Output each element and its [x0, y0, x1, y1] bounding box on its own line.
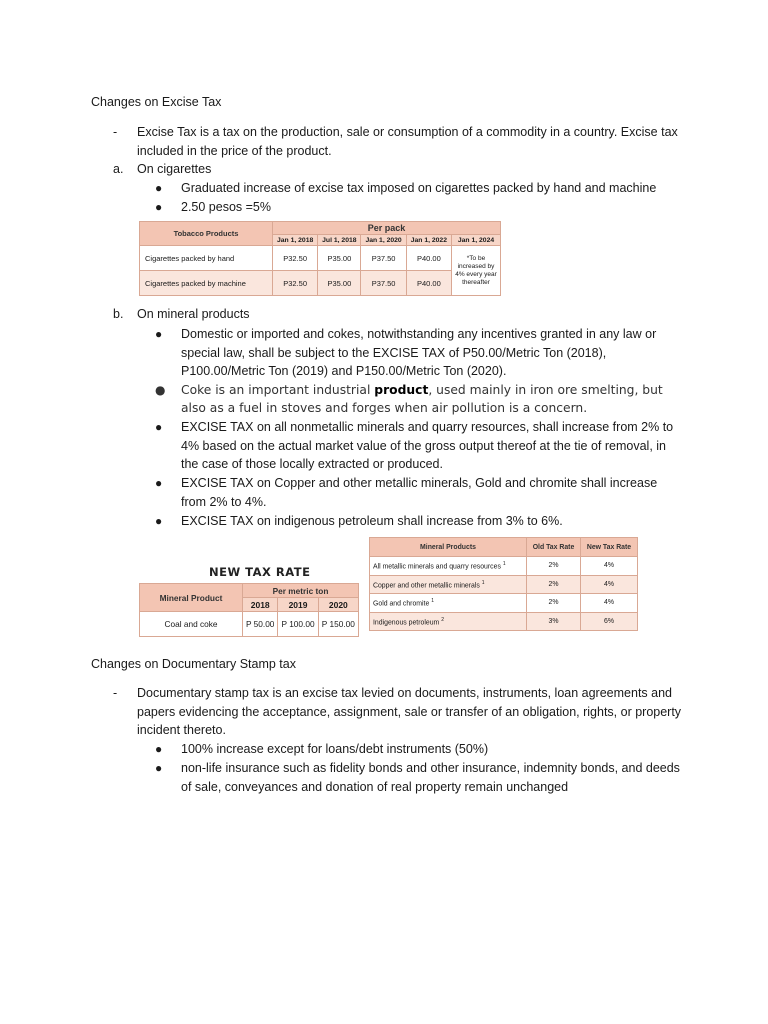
bullet-text: EXCISE TAX on Copper and other metallic minerals, Gold and chromite shall increase from 2% to 4%.: [181, 476, 658, 509]
tobacco-group-header: Per pack: [273, 222, 501, 235]
bullet-dot: ●: [155, 181, 163, 195]
bullet-text: Domestic or imported and cokes, notwithstanding any incentives granted in any law or special law, shall be subject to the EXCISE TAX of P50.00/Metric Ton (2018), P100.00/Metric Ton (2019) and P150.00/Metric Ton (2020).: [181, 327, 657, 378]
table-row: [370, 557, 638, 576]
dash-marker: -: [113, 686, 118, 700]
footnote-marker: 1: [481, 579, 485, 586]
row-label: Cigarettes packed by hand: [140, 246, 273, 271]
footnote-marker: 1: [502, 561, 506, 568]
cell: 3%: [527, 612, 581, 631]
cell: P35.00: [318, 246, 361, 271]
footnote-marker: 1: [431, 598, 435, 605]
bullet-text: 100% increase except for loans/debt instruments (50%): [181, 742, 489, 756]
cell: P40.00: [406, 246, 451, 271]
mineral-header: Mineral Products: [370, 538, 527, 557]
row-label: Coal and coke: [140, 612, 243, 637]
mineral-header: New Tax Rate: [581, 538, 638, 557]
bullet-cigarettes-2: [155, 198, 680, 217]
bullet-mineral-3: [155, 418, 680, 474]
bullet-dot: ●: [155, 742, 163, 756]
row-label-text: Indigenous petroleum: [373, 618, 440, 626]
excise-heading: Changes on Excise Tax: [91, 95, 222, 109]
tobacco-date: Jan 1, 2020: [361, 235, 406, 246]
table-row: [140, 246, 501, 271]
bullet-text: EXCISE TAX on indigenous petroleum shall increase from 3% to 6%.: [181, 514, 563, 528]
bullet-text: non-life insurance such as fidelity bonds and other insurance, indemnity bonds, and deeds of sale, conveyances and donation of real property remain unchanged: [181, 761, 680, 794]
cell: P 150.00: [318, 612, 358, 637]
bullet-text: [181, 381, 680, 417]
cell: P35.00: [318, 271, 361, 296]
row-label-text: Copper and other metallic minerals: [373, 581, 480, 589]
section-b: [113, 305, 673, 323]
bullet-mineral-1: [155, 325, 680, 381]
bullet-text: EXCISE TAX on all nonmetallic minerals and quarry resources, shall increase from 2% to 4% based on the actual market value of the gross output thereof at the tie of removal, in the case of those locally extracted or produced.: [181, 420, 674, 471]
bullet-dot: ●: [155, 327, 163, 341]
table-row: [140, 271, 501, 296]
table-row: [370, 575, 638, 594]
ntr-group-header: Per metric ton: [243, 584, 359, 598]
mineral-header: Old Tax Rate: [527, 538, 581, 557]
stamp-heading: Changes on Documentary Stamp tax: [91, 657, 296, 671]
bullet-text: Graduated increase of excise tax imposed on cigarettes packed by hand and machine: [181, 181, 657, 195]
row-label: [370, 557, 527, 576]
bullet-mineral-4: [155, 474, 680, 511]
bullet-dot: ●: [155, 514, 163, 528]
tobacco-date: Jan 1, 2024: [452, 235, 501, 246]
table-row: [370, 594, 638, 613]
coke-text-bold: product: [374, 383, 429, 397]
excise-intro: [113, 123, 683, 160]
cell: 6%: [581, 612, 638, 631]
cell: 4%: [581, 557, 638, 576]
row-label: [370, 612, 527, 631]
tobacco-note: *To be increased by 4% every year thereafter: [452, 246, 501, 296]
section-b-label: On mineral products: [137, 307, 250, 321]
new-tax-rate-table: [139, 583, 359, 637]
section-a-label: On cigarettes: [137, 162, 212, 176]
cell: P32.50: [273, 246, 318, 271]
cell: P 100.00: [278, 612, 318, 637]
ntr-year: 2020: [318, 598, 358, 612]
cell: P 50.00: [243, 612, 278, 637]
tobacco-table: [139, 221, 501, 296]
section-b-marker: b.: [113, 307, 124, 321]
bullet-dot: ●: [155, 200, 163, 214]
cell: 2%: [527, 575, 581, 594]
cell: 4%: [581, 594, 638, 613]
cell: 4%: [581, 575, 638, 594]
bullet-mineral-5: [155, 512, 680, 531]
bullet-text: 2.50 pesos =5%: [181, 200, 271, 214]
tobacco-date: Jan 1, 2018: [273, 235, 318, 246]
ntr-year: 2018: [243, 598, 278, 612]
table-row: [140, 612, 359, 637]
bullet-dot: ●: [155, 761, 163, 775]
ntr-year: 2019: [278, 598, 318, 612]
bullet-dot: ●: [155, 476, 163, 490]
mineral-tax-table: [369, 537, 638, 631]
bullet-cigarettes-1: [155, 179, 680, 198]
cell: P40.00: [406, 271, 451, 296]
bullet-stamp-1: [155, 740, 680, 759]
section-a-marker: a.: [113, 162, 124, 176]
coke-text-pre: Coke is an important industrial: [181, 383, 375, 397]
dash-marker: -: [113, 125, 118, 139]
bullet-dot: ●: [155, 420, 163, 434]
tobacco-date: Jul 1, 2018: [318, 235, 361, 246]
tobacco-col-header: Tobacco Products: [140, 222, 273, 246]
table-row: [370, 612, 638, 631]
stamp-intro: [113, 684, 683, 740]
section-a: [113, 160, 673, 178]
row-label-text: All metallic minerals and quarry resources: [373, 563, 501, 571]
footnote-marker: 2: [441, 616, 444, 623]
coke-text-post: , used mainly in iron ore smelting, but also as a fuel in stoves and forges when air pollution is a concern.: [181, 383, 663, 415]
cell: P37.50: [361, 271, 406, 296]
bullet-dot: ●: [155, 383, 166, 397]
bullet-mineral-2: [155, 381, 680, 417]
row-label-text: Gold and chromite: [373, 600, 430, 608]
row-label: [370, 594, 527, 613]
tobacco-date: Jan 1, 2022: [406, 235, 451, 246]
excise-intro-text: Excise Tax is a tax on the production, sale or consumption of a commodity in a country. Excise tax included in the price of the product.: [137, 125, 678, 158]
cell: P32.50: [273, 271, 318, 296]
cell: P37.50: [361, 246, 406, 271]
ntr-col-header: Mineral Product: [140, 584, 243, 612]
row-label: [370, 575, 527, 594]
cell: 2%: [527, 557, 581, 576]
cell: 2%: [527, 594, 581, 613]
new-tax-rate-title: NEW TAX RATE: [209, 565, 311, 579]
row-label: Cigarettes packed by machine: [140, 271, 273, 296]
stamp-intro-text: Documentary stamp tax is an excise tax levied on documents, instruments, loan agreements and papers evidencing the acceptance, assignment, sale or transfer of an obligation, rights, or property incident thereto.: [137, 686, 682, 737]
bullet-stamp-2: [155, 759, 680, 796]
